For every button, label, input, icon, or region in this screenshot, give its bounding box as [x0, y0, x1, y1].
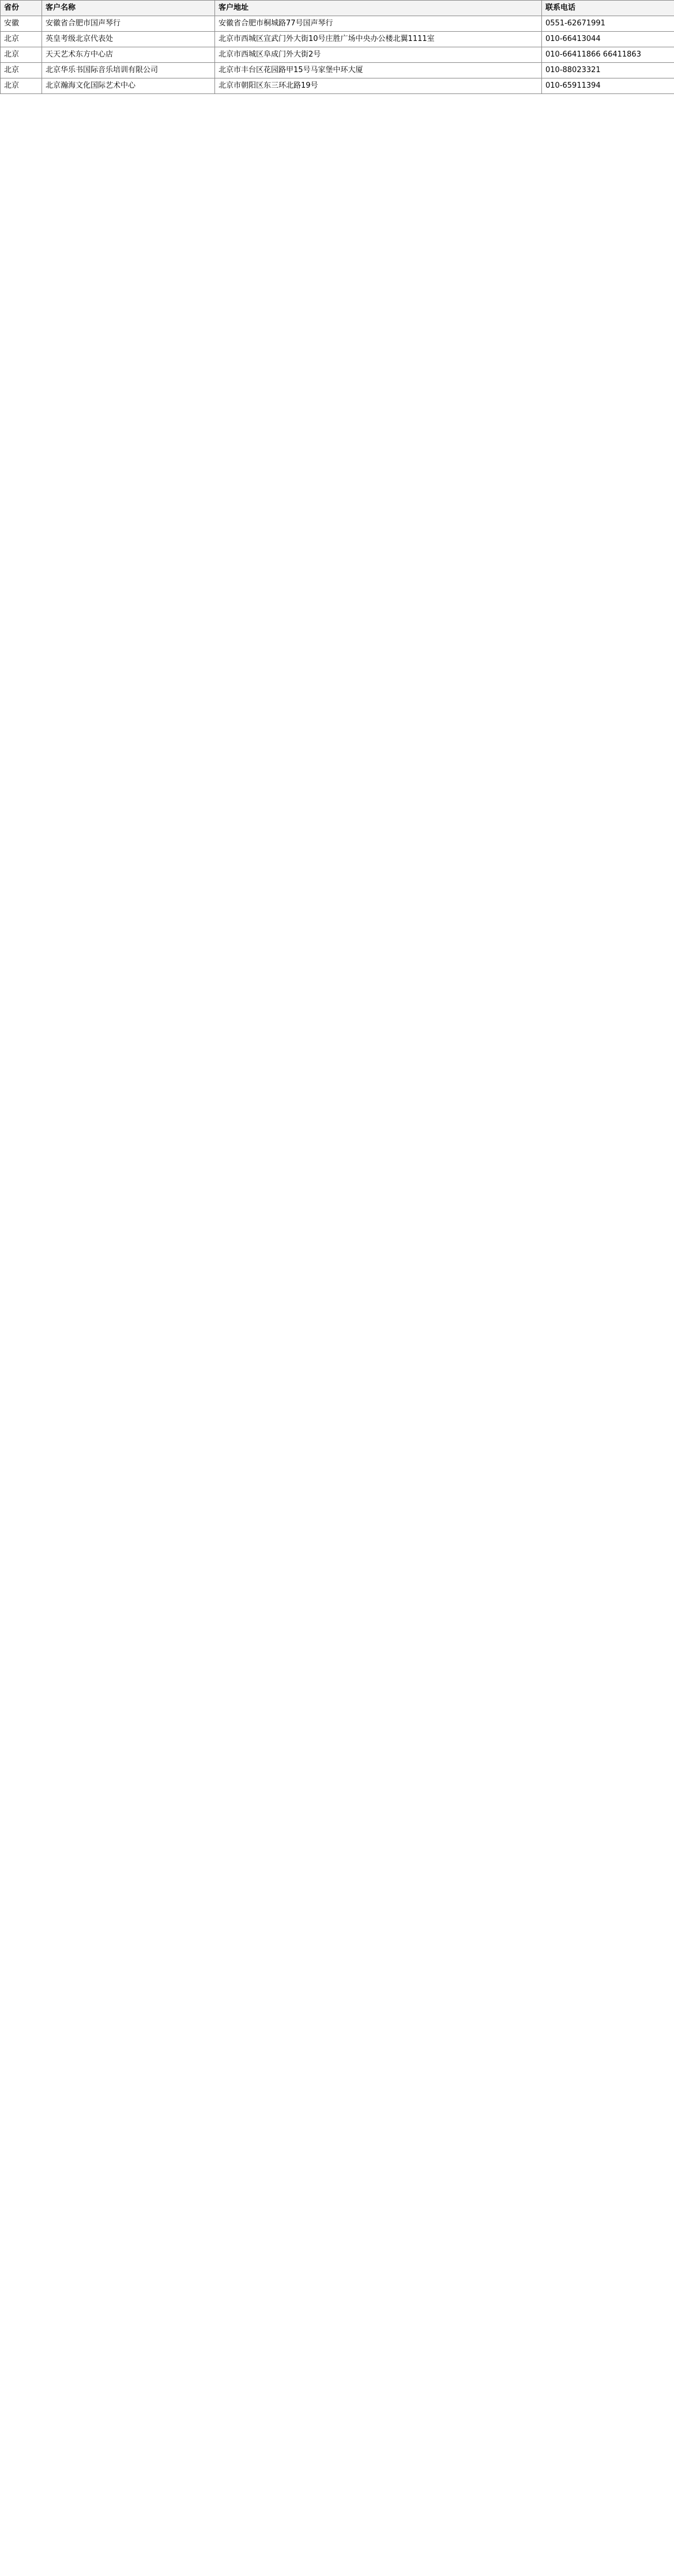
cell-customer-name: 北京华乐书国际音乐培训有限公司	[42, 63, 215, 78]
cell-customer-address: 北京市西城区阜成门外大街2号	[215, 47, 542, 63]
cell-phone: 010-66411866 66411863	[542, 47, 674, 63]
cell-customer-name: 北京瀚海文化国际艺术中心	[42, 78, 215, 94]
table-row	[1, 32, 674, 47]
table-row	[1, 47, 674, 63]
cell-customer-name: 安徽省合肥市国声琴行	[42, 16, 215, 32]
cell-customer-address: 北京市丰台区花园路甲15号马家堡中环大厦	[215, 63, 542, 78]
cell-province: 安徽	[1, 16, 42, 32]
cell-customer-address: 安徽省合肥市桐城路77号国声琴行	[215, 16, 542, 32]
cell-province: 北京	[1, 63, 42, 78]
dealer-sheet	[0, 0, 674, 94]
column-header-phone: 联系电话	[542, 1, 674, 16]
column-header-customer-name: 客户名称	[42, 1, 215, 16]
cell-phone: 010-65911394	[542, 78, 674, 94]
cell-province: 北京	[1, 47, 42, 63]
cell-customer-name: 天天艺术东方中心店	[42, 47, 215, 63]
cell-customer-name: 英皇考级北京代表处	[42, 32, 215, 47]
dealer-table	[0, 0, 674, 94]
table-row	[1, 63, 674, 78]
table-row	[1, 16, 674, 32]
column-header-province: 省份	[1, 1, 42, 16]
cell-phone: 010-88023321	[542, 63, 674, 78]
cell-province: 北京	[1, 32, 42, 47]
cell-province: 北京	[1, 78, 42, 94]
cell-customer-address: 北京市朝阳区东三环北路19号	[215, 78, 542, 94]
cell-phone: 010-66413044	[542, 32, 674, 47]
table-row	[1, 78, 674, 94]
column-header-customer-address: 客户地址	[215, 1, 542, 16]
table-body	[1, 16, 674, 94]
cell-phone: 0551-62671991	[542, 16, 674, 32]
table-header-row	[1, 1, 674, 16]
cell-customer-address: 北京市西城区宣武门外大街10号庄胜广场中央办公楼北翼1111室	[215, 32, 542, 47]
